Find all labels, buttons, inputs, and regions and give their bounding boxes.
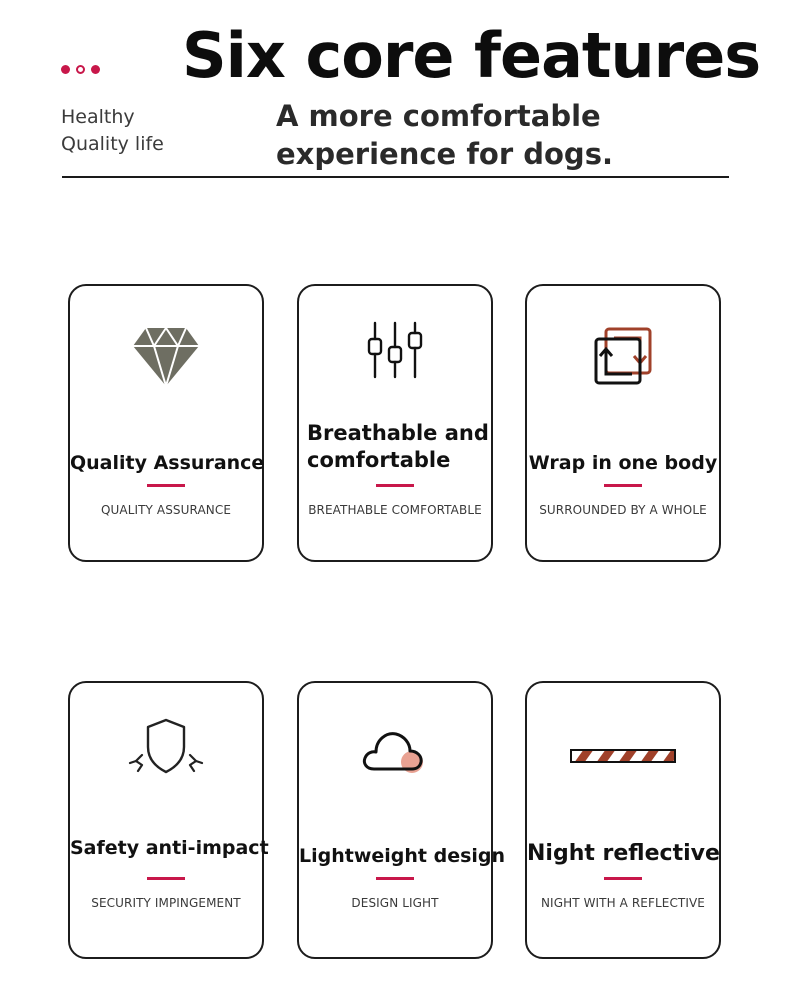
side-label xyxy=(61,104,164,158)
page-title: Six core features xyxy=(182,19,761,92)
accent-bar xyxy=(147,484,185,487)
dot-filled xyxy=(91,65,100,74)
feature-title: Night reflective xyxy=(527,841,720,866)
feature-title: Safety anti-impact xyxy=(70,837,269,859)
feature-title-line: Breathable and xyxy=(307,421,489,445)
feature-card-reflective xyxy=(525,681,721,959)
feature-card-safety xyxy=(68,681,269,959)
dot-filled xyxy=(61,65,70,74)
accent-bar xyxy=(147,877,185,880)
shield-icon xyxy=(126,717,206,781)
feature-card-wrap xyxy=(525,284,721,562)
feature-title-line: comfortable xyxy=(307,448,451,472)
feature-card-lightweight xyxy=(297,681,506,959)
reflective-strip-icon xyxy=(570,749,676,763)
sliders-icon xyxy=(366,320,424,380)
side-label-line: Healthy xyxy=(61,106,135,128)
page-subtitle xyxy=(276,97,613,173)
accent-bar xyxy=(604,877,642,880)
accent-bar xyxy=(376,877,414,880)
accent-bar xyxy=(376,484,414,487)
header-divider xyxy=(62,176,729,178)
feature-subtitle: SECURITY IMPINGEMENT xyxy=(91,896,241,910)
feature-subtitle: QUALITY ASSURANCE xyxy=(100,503,232,517)
diamond-icon xyxy=(132,326,200,388)
side-label-line: Quality life xyxy=(61,133,164,155)
feature-subtitle: NIGHT WITH A REFLECTIVE xyxy=(540,896,705,910)
feature-subtitle: BREATHABLE COMFORTABLE xyxy=(308,503,482,517)
subtitle-line: A more comfortable xyxy=(276,99,601,133)
feature-subtitle: DESIGN LIGHT xyxy=(351,896,439,910)
feature-title: Lightweight design xyxy=(299,845,506,867)
feature-card-quality-assurance xyxy=(68,284,264,562)
feature-card-breathable xyxy=(297,284,493,562)
wrap-squares-icon xyxy=(592,326,654,386)
dot-ring xyxy=(76,65,85,74)
feature-title: Wrap in one body xyxy=(528,452,718,474)
feature-title: Quality Assurance xyxy=(70,452,265,474)
decorative-dots xyxy=(61,65,100,74)
accent-bar xyxy=(604,484,642,487)
cloud-icon xyxy=(360,727,430,777)
subtitle-line: experience for dogs. xyxy=(276,137,613,171)
feature-subtitle: SURROUNDED BY A WHOLE xyxy=(539,503,707,517)
